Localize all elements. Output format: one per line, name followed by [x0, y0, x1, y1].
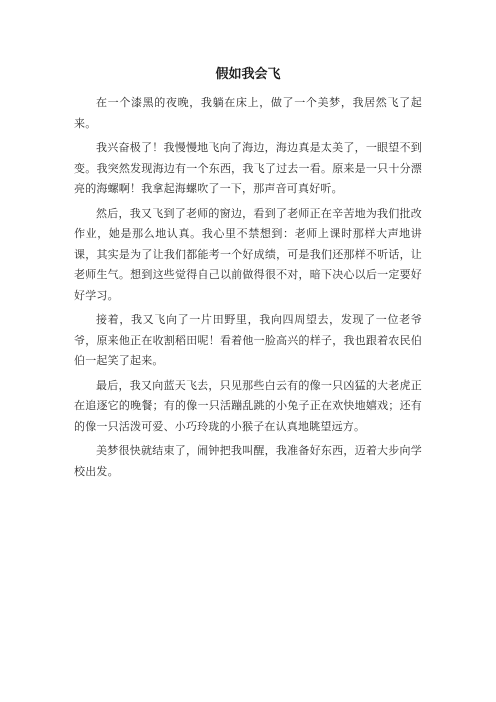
paragraph-2: 我兴奋极了！我慢慢地飞向了海边，海边真是太美了，一眼望不到变。我突然发现海边有一个东西，我飞了过去一看。原来是一只十分漂亮的海螺啊！我拿起海螺吹了一下，那声音可真好听。 — [74, 141, 422, 195]
paragraph-1: 在一个漆黑的夜晚，我躺在床上，做了一个美梦，我居然飞了起来。 — [74, 96, 422, 130]
document-page — [74, 66, 422, 486]
paragraph-4: 接着，我又飞向了一片田野里，我向四周望去，发现了一位老爷爷，原来他正在收割稻田呢！看着他一脸高兴的样子，我也跟着农民伯伯一起笑了起来。 — [74, 313, 422, 367]
paragraph-3: 然后，我又飞到了老师的窗边，看到了老师正在辛苦地为我们批改作业，她是那么地认真。我心里不禁想到：老师上课时那样大声地讲课，其实是为了让我们都能考一个好成绩，可是我们还那样不听话，让老师生气。想到这些觉得自己以前做得很不对，暗下决心以后一定要好好学习。 — [74, 206, 422, 302]
paragraph-6: 美梦很快就结束了，闹钟把我叫醒，我准备好东西，迈着大步向学校出发。 — [74, 444, 422, 478]
document-title: 假如我会飞 — [215, 67, 281, 82]
paragraph-5: 最后，我又向蓝天飞去，只见那些白云有的像一只凶猛的大老虎正在追逐它的晚餐；有的像一只活蹦乱跳的小兔子正在欢快地嬉戏；还有的像一只活泼可爱、小巧玲珑的小猴子在认真地眺望远方。 — [74, 378, 422, 433]
